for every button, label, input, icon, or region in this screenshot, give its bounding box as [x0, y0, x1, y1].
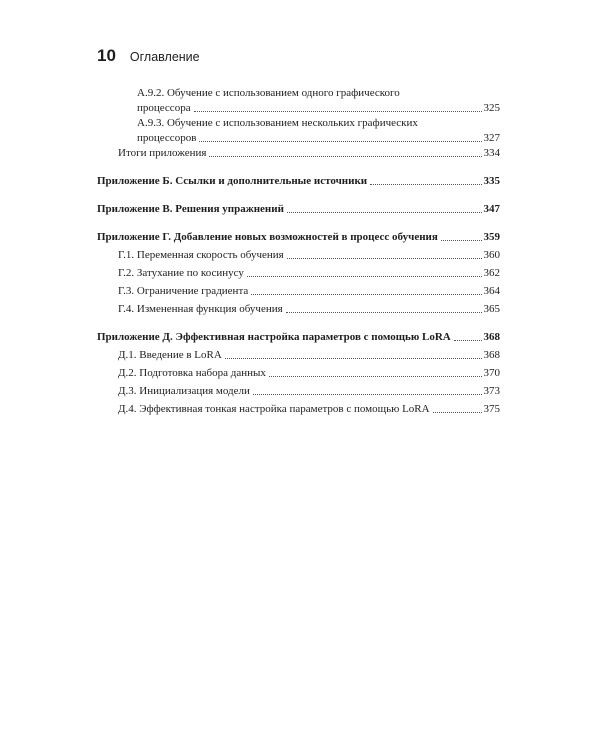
toc-entry-g1[interactable] [118, 245, 500, 263]
dot-leader [370, 184, 481, 185]
toc-page-number: 368 [483, 349, 500, 361]
toc-entry-g2[interactable] [118, 263, 500, 281]
dot-leader [199, 141, 481, 142]
toc-entry-title: Г.3. Ограничение градиента [118, 285, 249, 297]
toc-entry-title-line2: процессора [137, 102, 191, 114]
toc-page-number: 327 [483, 132, 500, 144]
toc-page-number: 335 [483, 175, 500, 187]
running-title: Оглавление [129, 50, 200, 64]
toc-entry-a93[interactable] [137, 116, 500, 146]
toc-entry-title-line1: А.9.2. Обучение с использованием одного графического [137, 87, 400, 99]
toc-entry-d4[interactable] [118, 399, 500, 417]
toc-entry-title: Приложение В. Решения упражнений [97, 203, 284, 215]
toc-entry-title: Г.4. Измененная функция обучения [118, 303, 283, 315]
toc-entry-appendix-g[interactable] [97, 230, 500, 245]
toc-page-number: 334 [483, 147, 500, 159]
toc-page-number: 375 [483, 403, 500, 415]
toc-page-number: 365 [483, 303, 500, 315]
dot-leader [251, 294, 481, 295]
toc-entry-g4[interactable] [118, 299, 500, 317]
page-number: 10 [97, 46, 116, 65]
toc-entry-title: Д.2. Подготовка набора данных [118, 367, 266, 379]
toc-page-number: 368 [483, 331, 500, 343]
table-of-contents [0, 86, 600, 417]
dot-leader [454, 340, 482, 341]
toc-entry-appendix-d[interactable] [97, 330, 500, 345]
toc-entry-d2[interactable] [118, 363, 500, 381]
running-header [97, 46, 200, 68]
dot-leader [286, 312, 482, 313]
toc-entry-title-line1: А.9.3. Обучение с использованием нескольких графических [137, 117, 418, 129]
toc-entry-title: Г.1. Переменная скорость обучения [118, 249, 284, 261]
dot-leader [225, 358, 482, 359]
toc-entry-title: Приложение Д. Эффективная настройка параметров с помощью LoRA [97, 331, 451, 343]
dot-leader [247, 276, 482, 277]
toc-page-number: 325 [483, 102, 500, 114]
toc-entry-title: Итоги приложения [118, 147, 207, 159]
dot-leader [287, 212, 482, 213]
toc-entry-title: Д.4. Эффективная тонкая настройка параметров с помощью LoRA [118, 403, 430, 415]
toc-entry-appendix-b[interactable] [97, 174, 500, 189]
dot-leader [194, 111, 482, 112]
toc-entry-d1[interactable] [118, 345, 500, 363]
toc-entry-title: Д.1. Введение в LoRA [118, 349, 222, 361]
toc-entry-g3[interactable] [118, 281, 500, 299]
toc-page-number: 373 [483, 385, 500, 397]
toc-entry-title: Приложение Б. Ссылки и дополнительные источники [97, 175, 368, 187]
toc-entry-title: Приложение Г. Добавление новых возможностей в процесс обучения [97, 231, 438, 243]
toc-entry-title: Д.3. Инициализация модели [118, 385, 250, 397]
dot-leader [253, 394, 482, 395]
dot-leader [209, 156, 481, 157]
dot-leader [269, 376, 482, 377]
dot-leader [287, 258, 482, 259]
toc-page-number: 347 [483, 203, 500, 215]
toc-page-number: 362 [483, 267, 500, 279]
toc-entry-title: Г.2. Затухание по косинусу [118, 267, 244, 279]
toc-entry-title-line2: процессоров [137, 132, 197, 144]
toc-entry-d3[interactable] [118, 381, 500, 399]
dot-leader [433, 412, 482, 413]
toc-page-number: 359 [483, 231, 500, 243]
toc-page-number: 370 [483, 367, 500, 379]
toc-entry-appendix-v[interactable] [97, 202, 500, 217]
toc-page-number: 360 [483, 249, 500, 261]
toc-page-number: 364 [483, 285, 500, 297]
dot-leader [441, 240, 482, 241]
toc-entry-a92[interactable] [137, 86, 500, 116]
toc-entry-summary[interactable] [118, 146, 500, 161]
